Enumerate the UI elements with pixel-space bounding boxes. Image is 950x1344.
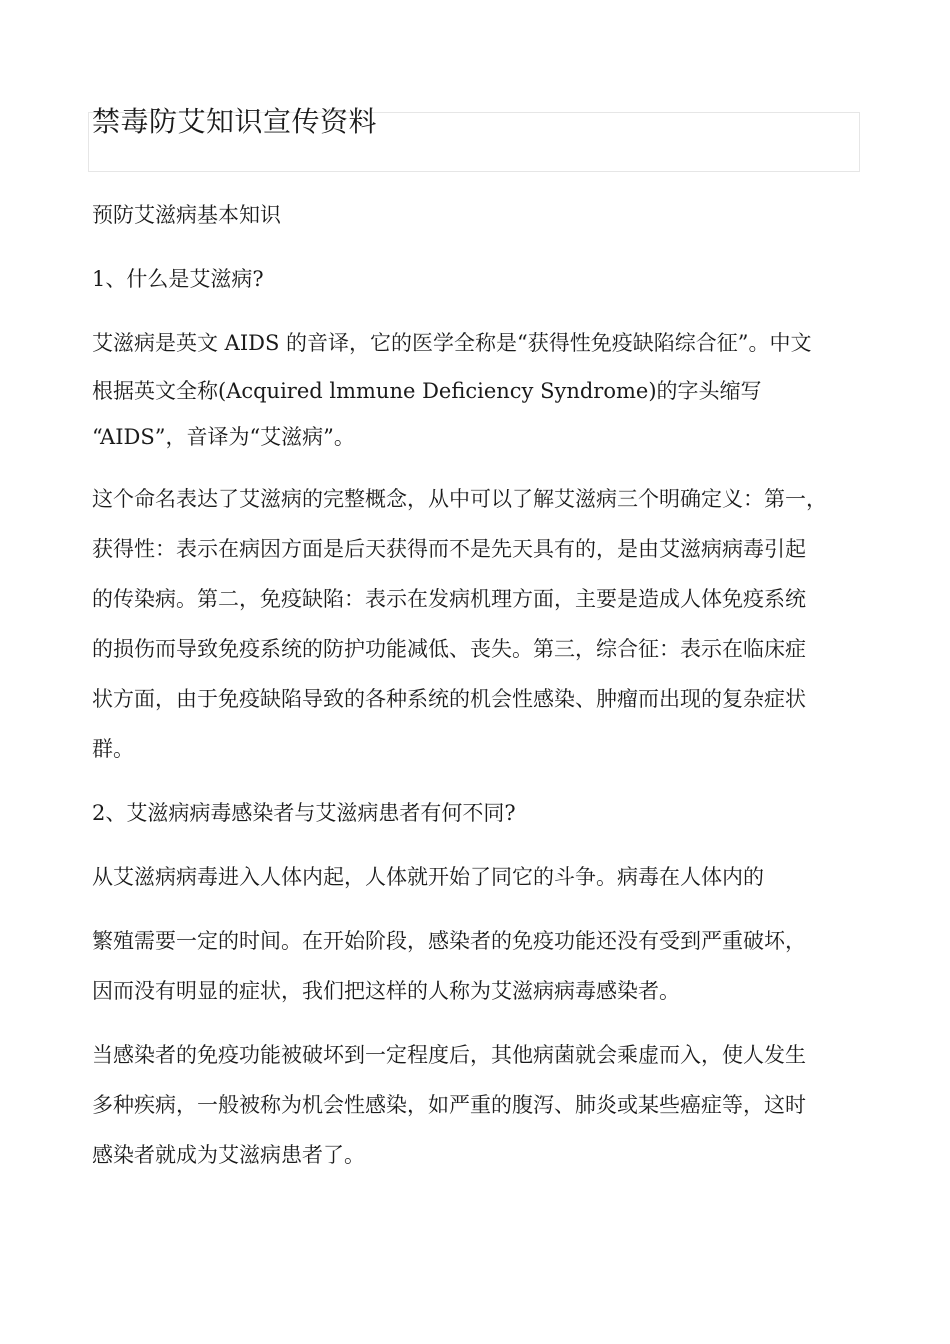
paragraph-line: 状方面，由于免疫缺陷导致的各种系统的机会性感染、肿瘤而出现的复杂症状 [92,687,806,711]
question-2: 2、艾滋病病毒感染者与艾滋病患者有何不同? [92,801,516,825]
paragraph-line: 的损伤而导致免疫系统的防护功能减低、丧失。第三，综合征：表示在临床症 [92,637,806,661]
paragraph-4 [92,916,862,1016]
paragraph-line: 从艾滋病病毒进入人体内起，人体就开始了同它的斗争。病毒在人体内的 [92,865,764,889]
section-heading: 预防艾滋病基本知识 [92,203,281,227]
paragraph-line: 根据英文全称(Acquired lmmune Deficiency Syndrome)的字头缩写 [92,379,762,403]
paragraph-3 [92,852,862,902]
paragraph-line: 多种疾病，一般被称为机会性感染，如严重的腹泻、肺炎或某些癌症等，这时 [92,1093,806,1117]
document-title: 禁毒防艾知识宣传资料 [92,105,378,138]
question-1: 1、什么是艾滋病? [92,267,264,291]
paragraph-line: 因而没有明显的症状，我们把这样的人称为艾滋病病毒感染者。 [92,979,680,1003]
paragraph-5 [92,1030,862,1180]
paragraph-line: 群。 [92,737,134,761]
paragraph-line: 艾滋病是英文 AIDS 的音译，它的医学全称是“获得性免疫缺陷综合征”。中文 [92,331,812,355]
paragraph-line: 感染者就成为艾滋病患者了。 [92,1143,365,1167]
paragraph-line: 这个命名表达了艾滋病的完整概念，从中可以了解艾滋病三个明确定义：第一， [92,487,827,511]
paragraph-line: 当感染者的免疫功能被破坏到一定程度后，其他病菌就会乘虚而入，使人发生 [92,1043,806,1067]
paragraph-2 [92,474,862,774]
paragraph-line: 的传染病。第二，免疫缺陷：表示在发病机理方面，主要是造成人体免疫系统 [92,587,806,611]
paragraph-line: 繁殖需要一定的时间。在开始阶段，感染者的免疫功能还没有受到严重破坏， [92,929,806,953]
paragraph-line: 获得性：表示在病因方面是后天获得而不是先天具有的，是由艾滋病病毒引起 [92,537,806,561]
paragraph-1 [92,318,862,460]
paragraph-line: “AIDS”，音译为“艾滋病”。 [92,425,355,449]
document-body [92,190,862,1180]
